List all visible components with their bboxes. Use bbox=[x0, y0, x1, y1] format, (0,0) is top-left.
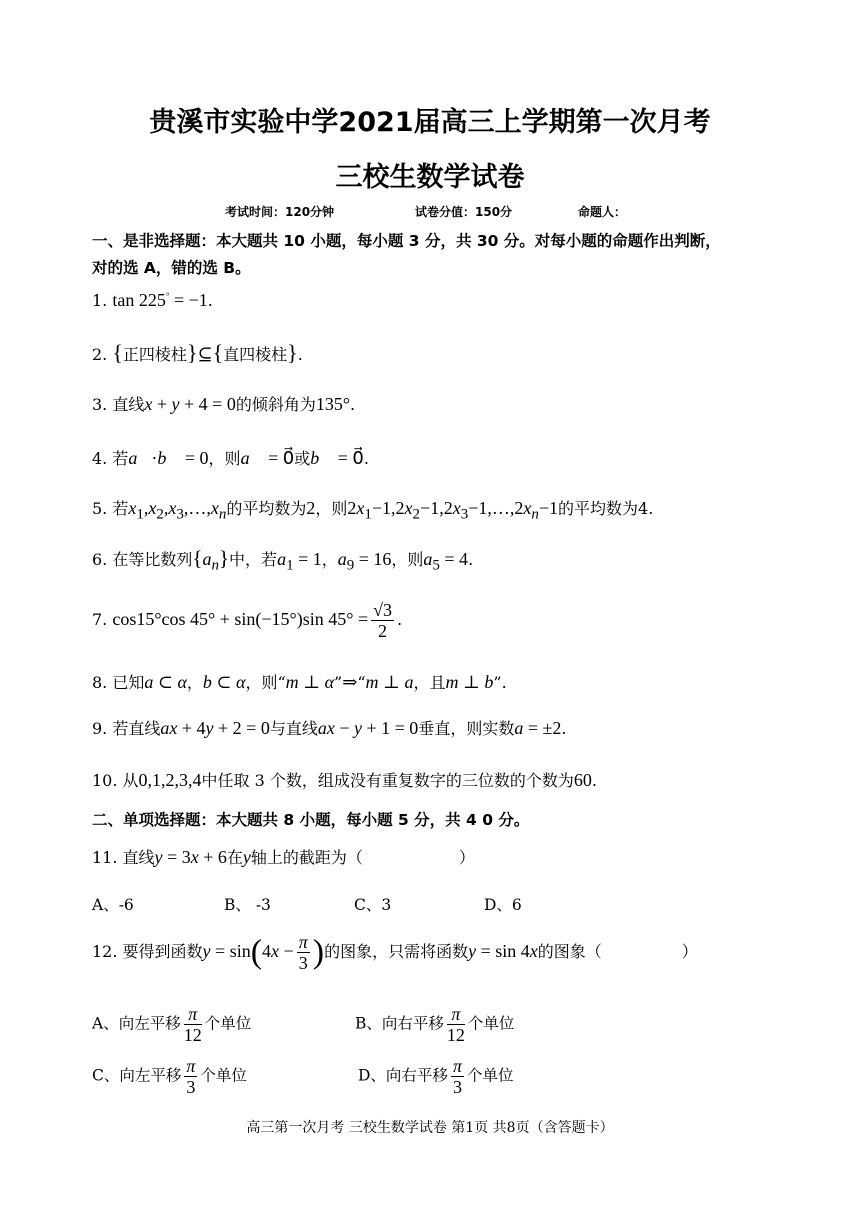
question-6: 6. 在等比数列$\{a_n\}$中，若$a_1 = 1$，$a_9 = 16$，则$a_5 = 4$. bbox=[92, 546, 474, 574]
question-4: 4. 若a⃗·b⃗ = 0，则a⃗ = 0⃗或b⃗ = 0⃗. bbox=[92, 448, 369, 468]
q12-option-c: C、向左平移 $\frac{\pi}{3}$ 个单位 bbox=[92, 1056, 247, 1097]
q11-option-b: B、 -3 bbox=[224, 896, 271, 914]
section-1-heading-line-2: 对的选 A，错的选 B。 bbox=[92, 259, 251, 277]
q11-option-a: A、-6 bbox=[92, 896, 134, 914]
q12-option-a: A、向左平移 $\frac{\pi}{12}$ 个单位 bbox=[92, 1004, 252, 1045]
exam-time: 考试时间：120分钟 bbox=[225, 205, 335, 219]
question-11: 11. 直线y = 3x + 6在y轴上的截距为（ ） bbox=[92, 847, 475, 867]
q11-option-d: D、6 bbox=[484, 896, 522, 914]
question-5: 5. 若$x_1,x_2,x_3,\dots,x_n$的平均数为2，则$2x_1-1,2x_2-1,2x_3-1,\dots,2x_n-1$的平均数为4. bbox=[92, 498, 654, 523]
q12-option-d: D、向右平移 $\frac{\pi}{3}$ 个单位 bbox=[358, 1056, 514, 1097]
q12-option-b: B、向右平移 $\frac{\pi}{12}$ 个单位 bbox=[355, 1004, 515, 1045]
question-2: 2. {正四棱柱}⊆{直四棱柱}. bbox=[92, 340, 303, 365]
question-9: 9. 若直线ax + 4y + 2 = 0与直线ax − y + 1 = 0垂直，则实数a = ±2. bbox=[92, 718, 567, 738]
page-footer: 高三第一次月考 三校生数学试卷 第1页 共8页（含答题卡） bbox=[246, 1120, 614, 1136]
section-2-heading: 二、单项选择题：本大题共 8 小题，每小题 5 分，共 4 0 分。 bbox=[92, 811, 530, 829]
title-line-1: 贵溪市实验中学2021届高三上学期第一次月考 bbox=[149, 107, 711, 138]
section-1-heading-line-1: 一、是非选择题：本大题共 10 小题，每小题 3 分，共 30 分。对每小题的命题作出判断， bbox=[92, 232, 721, 250]
question-3: 3. 直线x + y + 4 = 0的倾斜角为135°. bbox=[92, 394, 356, 414]
exam-score: 试卷分值：150分 bbox=[415, 205, 513, 219]
question-7: 7. cos15°cos 45° + sin(−15°)sin 45° = $\frac{√3}{2}$ . bbox=[92, 600, 403, 641]
question-12: 12. 要得到函数y = sin(4x − $\frac{\pi}{3}$ )的图象，只需将函数y = sin 4x的图象（ ） bbox=[92, 932, 698, 973]
question-8: 8. 已知a ⊂ α，b ⊂ α，则“m ⊥ α”⇒“m ⊥ a，且m ⊥ b”. bbox=[92, 672, 507, 692]
question-10: 10. 从0,1,2,3,4中任取 3 个数，组成没有重复数字的三位数的个数为60. bbox=[92, 770, 597, 790]
exam-author: 命题人： bbox=[578, 205, 627, 219]
question-1: 1. tan 225° = −1. bbox=[92, 290, 213, 310]
title-line-2: 三校生数学试卷 bbox=[335, 162, 525, 193]
q11-option-c: C、3 bbox=[354, 896, 392, 914]
